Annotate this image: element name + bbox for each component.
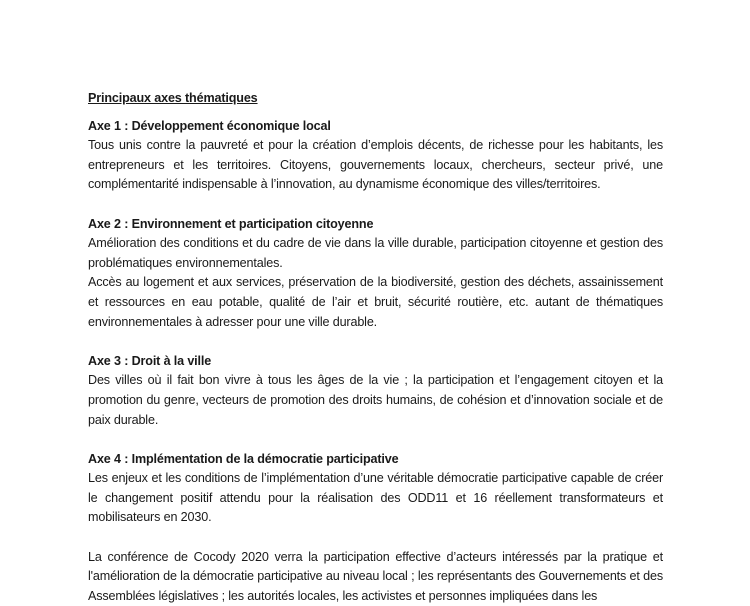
conclusion-paragraph: La conférence de Cocody 2020 verra la participation effective d’acteurs intéressés par la pratique et l'amélioration de la démocratie participative au niveau local ; les représentants des Gouvernements et des Assemblées législatives ; les autorités locales, les activistes et personnes impliquées dans les <box>88 549 663 603</box>
section-title: Principaux axes thématiques <box>88 91 258 105</box>
axe-paragraph: Des villes où il fait bon vivre à tous les âges de la vie ; la participation et l’engagement citoyen et la promotion du genre, vecteurs de promotion des droits humains, de cohésion et d’innovation sociale et de paix durable. <box>88 373 663 427</box>
axe-2 <box>88 215 663 333</box>
axe-4 <box>88 450 663 528</box>
axe-3 <box>88 352 663 430</box>
axe-1 <box>88 117 663 195</box>
document-page <box>88 89 663 606</box>
axe-paragraph: Les enjeux et les conditions de l’implémentation d’une véritable démocratie participative capable de créer le changement positif attendu pour la réalisation des ODD11 et 16 réellement transformateurs et mobilisateurs en 2030. <box>88 471 663 525</box>
axe-heading: Axe 1 : Développement économique local <box>88 118 331 133</box>
axe-paragraph: Accès au logement et aux services, préservation de la biodiversité, gestion des déchets, assainissement et ressources en eau potable, qualité de l’air et bruit, sécurité routière, etc. autant de thématiques environnementales à adresser pour une ville durable. <box>88 275 663 329</box>
axe-heading: Axe 2 : Environnement et participation citoyenne <box>88 216 374 231</box>
axe-heading: Axe 3 : Droit à la ville <box>88 353 212 368</box>
conclusion <box>88 548 663 606</box>
axe-paragraph: Amélioration des conditions et du cadre de vie dans la ville durable, participation citoyenne et gestion des problématiques environnementales. <box>88 236 663 270</box>
axe-heading: Axe 4 : Implémentation de la démocratie participative <box>88 451 399 466</box>
axe-paragraph: Tous unis contre la pauvreté et pour la création d’emplois décents, de richesse pour les habitants, les entrepreneurs et les territoires. Citoyens, gouvernements locaux, chercheurs, secteur privé, une complémentarité indispensable à l’innovation, au dynamisme économique des villes/territoires. <box>88 138 663 192</box>
